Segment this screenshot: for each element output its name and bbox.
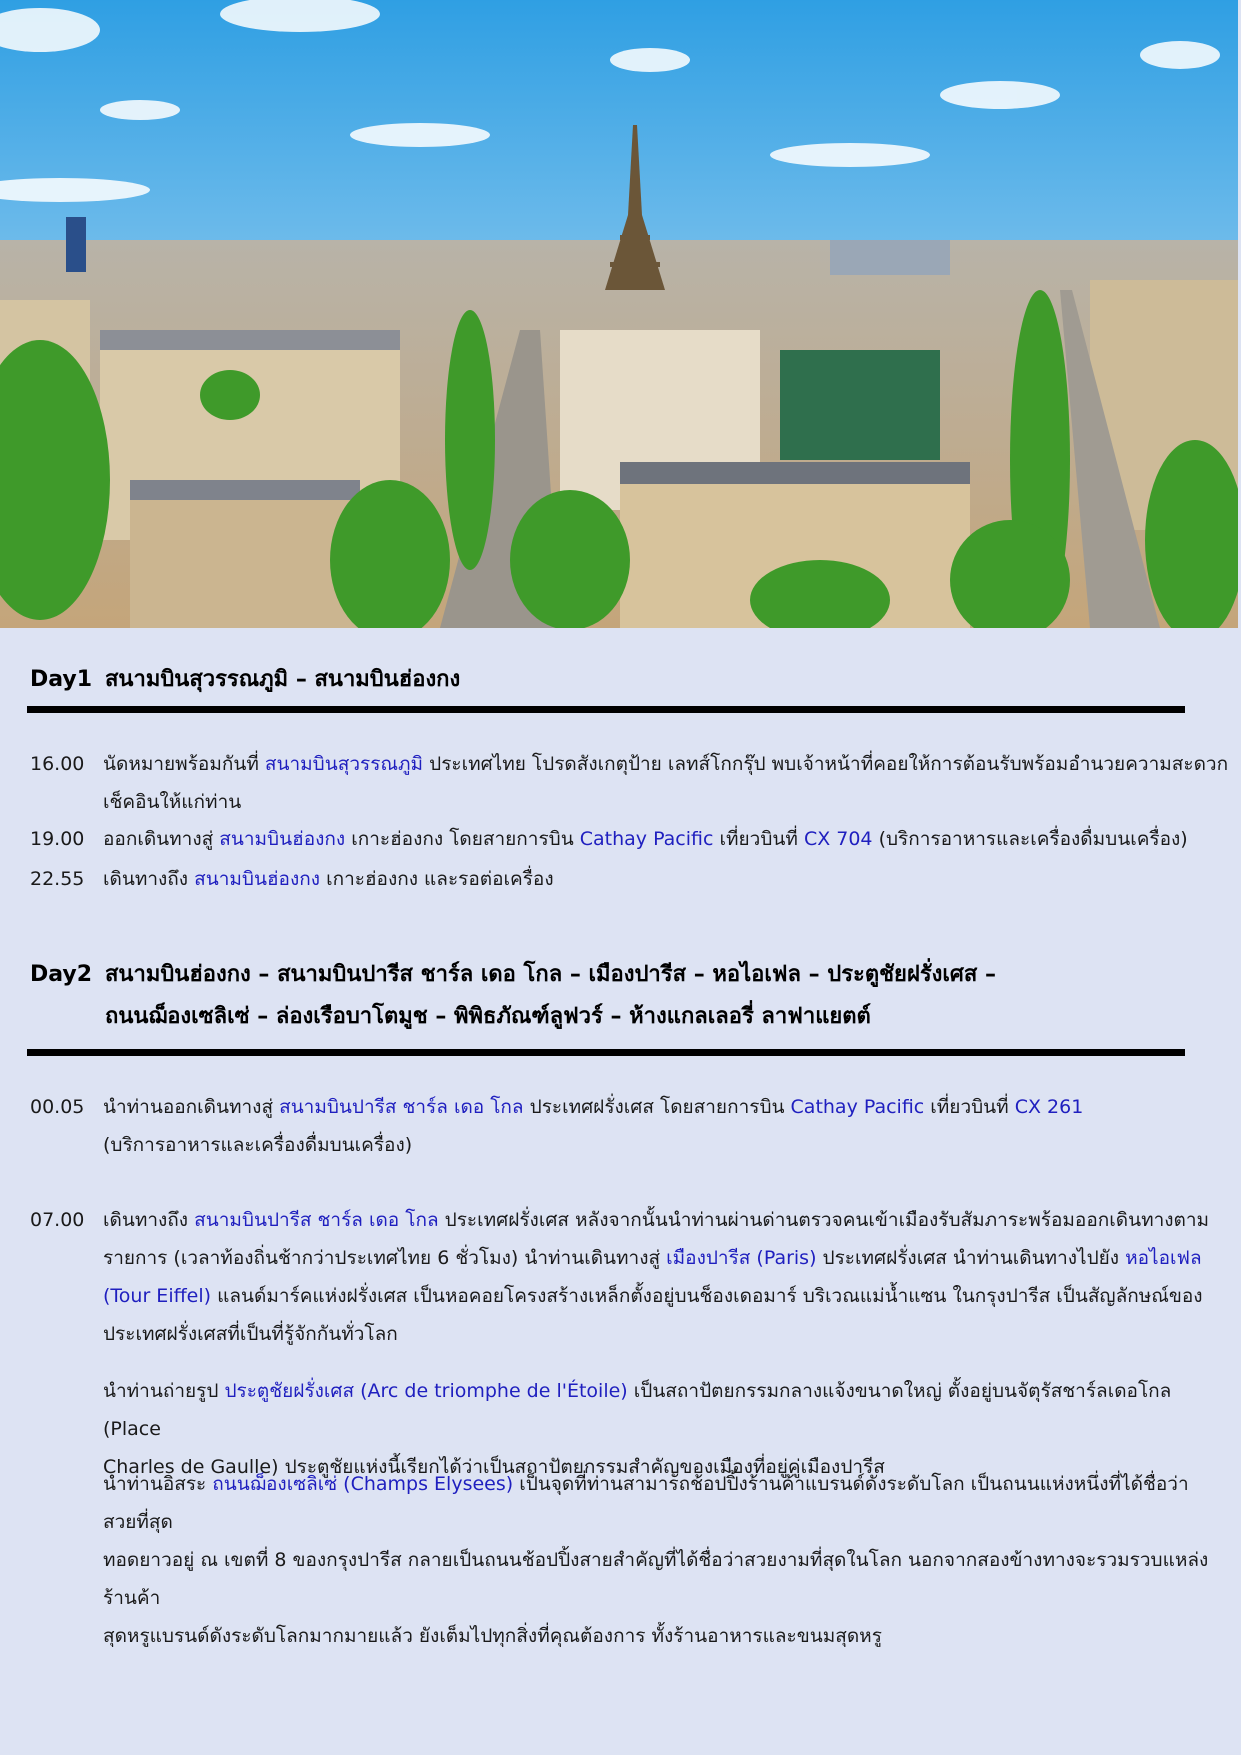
- place-link: ประตูชัยฝรั่งเศส (Arc de triomphe de l'Étoile): [224, 1380, 628, 1402]
- day1-label: Day1: [30, 667, 93, 692]
- place-link: เมืองปารีส (Paris): [666, 1247, 817, 1269]
- time: 16.00: [30, 753, 85, 775]
- airline: Cathay Pacific: [579, 828, 714, 850]
- arc-paragraph: นำท่านถ่ายรูป ประตูชัยฝรั่งเศส (Arc de triomphe de l'Étoile) เป็นสถาปัตยกรรมกลางแจ้งขนาดใหญ่ ตั้งอยู่บนจัตุรัสชาร์ลเดอโกล (Place Charles de Gaulle) ประตูชัยแห่งนี้เรียกได้ว่าเป็นสถาปัตยกรรมสำคัญของเมืองที่อยู่คู่เมืองปารีส: [103, 1380, 1172, 1478]
- day2-label: Day2: [30, 962, 93, 987]
- place-link: หอไอเฟล: [1125, 1247, 1202, 1269]
- time: 22.55: [30, 868, 85, 890]
- place-link: (Tour Eiffel): [103, 1285, 212, 1307]
- place-link: สนามบินปารีส ชาร์ล เดอ โกล: [279, 1096, 524, 1118]
- day1-title: สนามบินสุวรรณภูมิ – สนามบินฮ่องกง: [105, 667, 461, 692]
- time: 00.05: [30, 1096, 85, 1118]
- time: 19.00: [30, 828, 85, 850]
- place-link: สนามบินฮ่องกง: [219, 828, 346, 850]
- tour-montparnasse: [66, 217, 86, 272]
- place-link: สนามบินฮ่องกง: [194, 868, 321, 890]
- day2-title-line2: ถนนฌ็องเซลิเซ่ – ล่องเรือบาโตมูช – พิพิธภัณฑ์ลูฟวร์ – ห้างแกลเลอรี่ ลาฟาแยตต์: [105, 1004, 871, 1029]
- paris-skyline-image: [0, 0, 1238, 628]
- place-link: ถนนฌ็องเซลิเซ่ (Champs Elysees): [212, 1473, 514, 1495]
- flight-number: CX 261: [1014, 1096, 1084, 1118]
- day2-divider: [27, 1049, 1185, 1056]
- champs-paragraph: นำท่านอิสระ ถนนฌ็องเซลิเซ่ (Champs Elysees) เป็นจุดที่ท่านสามารถช้อปปิ้งร้านค้าแบรนด์ดังระดับโลก เป็นถนนแห่งหนึ่งที่ได้ชื่อว่าสวยที่สุด ทอดยาวอยู่ ณ เขตที่ 8 ของกรุงปารีส กลายเป็นถนนช้อปปิ้งสายสำคัญที่ได้ชื่อว่าสวยงามที่สุดในโลก นอกจากสองข้างทางจะรวมรวบแหล่งร้านค้า สุดหรูแบรนด์ดังระดับโลกมากมายแล้ว ยังเต็มไปทุกสิ่งที่คุณต้องการ ทั้งร้านอาหารและขนมสุดหรู: [103, 1473, 1209, 1647]
- airline: Cathay Pacific: [790, 1096, 925, 1118]
- place-link: สนามบินปารีส ชาร์ล เดอ โกล: [194, 1209, 439, 1231]
- hero-photo: [0, 0, 1238, 628]
- day2-title-line1: สนามบินฮ่องกง – สนามบินปารีส ชาร์ล เดอ โกล – เมืองปารีส – หอไอเฟล – ประตูชัยฝรั่งเศส –: [105, 962, 996, 987]
- day1-divider: [27, 706, 1185, 713]
- time: 07.00: [30, 1209, 85, 1231]
- place-link: สนามบินสุวรรณภูมิ: [264, 753, 424, 775]
- flight-number: CX 704: [803, 828, 873, 850]
